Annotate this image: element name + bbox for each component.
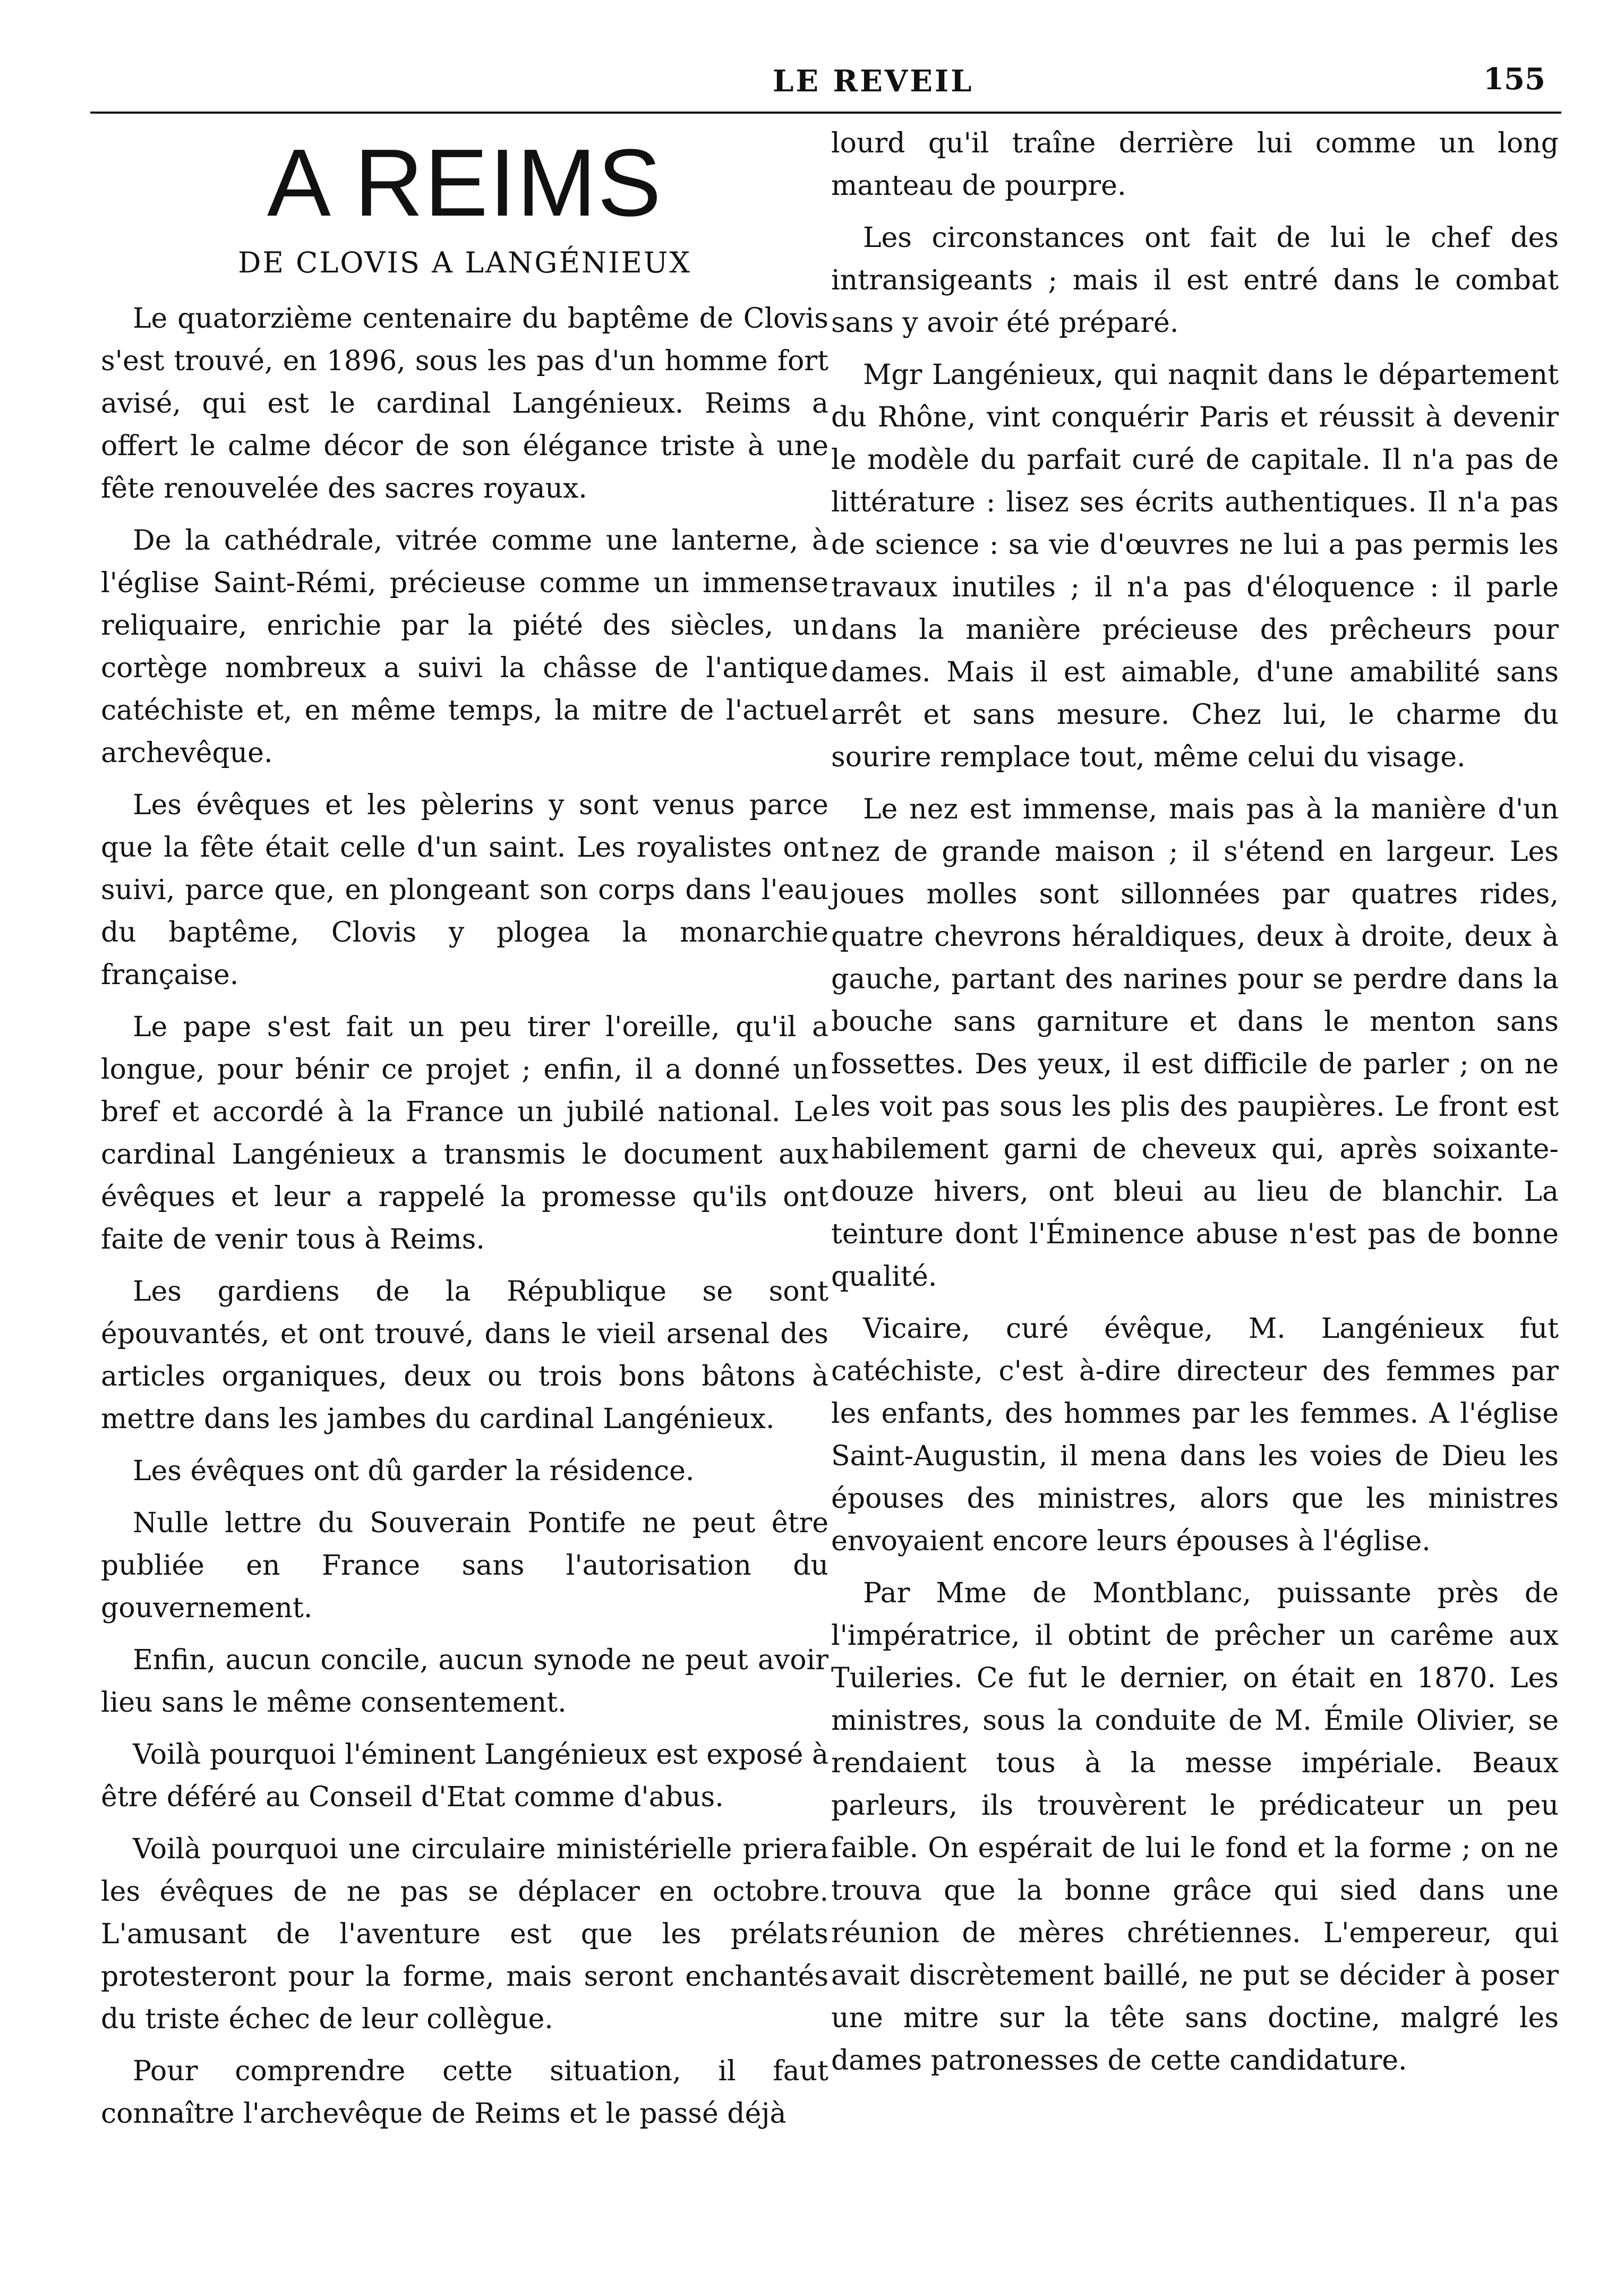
running-title: LE REVEIL (773, 64, 974, 99)
paragraph: Enfin, aucun concile, aucun synode ne peut avoir lieu sans le même consentement. (101, 1644, 828, 1719)
paragraph: Les circonstances ont fait de lui le chef des intransigeants ; mais il est entré dans le combat sans y avoir été préparé. (831, 222, 1559, 339)
page-number: 155 (1483, 62, 1545, 97)
paragraph: Le quatorzième centenaire du baptême de Clovis s'est trouvé, en 1896, sous les pas d'un homme fort avisé, qui est le cardinal Langénieux. Reims a offert le calme décor de son élégance triste à une fête renouvelée des sacres royaux. (101, 303, 828, 505)
paragraph: Les évêques et les pèlerins y sont venus parce que la fête était celle d'un saint. Les royalistes ont suivi, parce que, en plongeant son corps dans l'eau du baptême, Clovis y plogea la monarchie française. (101, 789, 828, 991)
paragraph: De la cathédrale, vitrée comme une lanterne, à l'église Saint-Rémi, précieuse comme un immense reliquaire, enrichie par la piété des siècles, un cortège nombreux a suivi la châsse de l'antique catéchiste et, en même temps, la mitre de l'actuel archevêque. (101, 525, 828, 769)
left-column (101, 122, 828, 2145)
paragraph: Les évêques ont dû garder la résidence. (133, 1455, 695, 1487)
paragraph: Voilà pourquoi une circulaire ministérielle priera les évêques de ne pas se déplacer en octobre. L'amusant de l'aventure est que les prélats protesteront pour la forme, mais seront enchantés du triste échec de leur collègue. (101, 1833, 828, 2035)
paragraph: Le nez est immense, mais pas à la manière d'un nez de grande maison ; il s'étend en largeur. Les joues molles sont sillonnées par quatres rides, quatre chevrons héraldiques, deux à droite, deux à gauche, partant des narines pour se perdre dans la bouche sans garniture et dans le menton sans fossettes. Des yeux, il est difficile de parler ; on ne les voit pas sous les plis des paupières. Le front est habilement garni de cheveux qui, après soixante-douze hivers, ont bleui au lieu de blanchir. La teinture dont l'Éminence abuse n'est pas de bonne qualité. (831, 793, 1559, 1293)
page-header (90, 42, 1561, 114)
paragraph: Nulle lettre du Souverain Pontife ne peut être publiée en France sans l'autorisation du gouvernement. (101, 1507, 828, 1624)
paragraph: Voilà pourquoi l'éminent Langénieux est exposé à être déféré au Conseil d'Etat comme d'abus. (101, 1739, 828, 1813)
paragraph: Vicaire, curé évêque, M. Langénieux fut catéchiste, c'est à-dire directeur des femmes par les enfants, des hommes par les femmes. A l'église Saint-Augustin, il mena dans les voies de Dieu les épouses des ministres, alors que les ministres envoyaient encore leurs épouses à l'église. (831, 1313, 1559, 1557)
paragraph: Les gardiens de la République se sont épouvantés, et ont trouvé, dans le vieil arsenal des articles organiques, deux ou trois bons bâtons à mettre dans les jambes du cardinal Langénieux. (101, 1276, 828, 1435)
paragraph: Le pape s'est fait un peu tirer l'oreille, qu'il a longue, pour bénir ce projet ; enfin, il a donné un bref et accordé à la France un jubilé national. Le cardinal Langénieux a transmis le document aux évêques et leur a rappelé la promesse qu'ils ont faite de venir tous à Reims. (101, 1011, 828, 1255)
article-title: A REIMS (267, 130, 663, 236)
right-column (831, 122, 1559, 2091)
paragraph: Pour comprendre cette situation, il faut connaître l'archevêque de Reims et le passé déjà (101, 2055, 828, 2130)
paragraph: Par Mme de Montblanc, puissante près de l'impératrice, il obtint de prêcher un carême aux Tuileries. Ce fut le dernier, on était en 1870. Les ministres, sous la conduite de M. Émile Olivier, se rendaient tous à la messe impériale. Beaux parleurs, ils trouvèrent le prédicateur un peu faible. On espérait de lui le fond et la forme ; on ne trouva que la bonne grâce qui sied dans une réunion de mères chrétiennes. L'empereur, qui avait discrètement baillé, ne put se décider à poser une mitre sur la tête sans doctine, malgré les dames patronesses de cette candidature. (831, 1577, 1559, 2077)
paragraph-continued: lourd qu'il traîne derrière lui comme un long manteau de pourpre. (831, 127, 1559, 202)
article-subtitle: DE CLOVIS A LANGÉNIEUX (238, 246, 691, 279)
paragraph: Mgr Langénieux, qui naqnit dans le département du Rhône, vint conquérir Paris et réussit à devenir le modèle du parfait curé de capitale. Il n'a pas de littérature : lisez ses écrits authentiques. Il n'a pas de science : sa vie d'œuvres ne lui a pas permis les travaux inutiles ; il n'a pas d'éloquence : il parle dans la manière précieuse des prêcheurs pour dames. Mais il est aimable, d'une amabilité sans arrêt et sans mesure. Chez lui, le charme du sourire remplace tout, même celui du visage. (831, 359, 1559, 773)
